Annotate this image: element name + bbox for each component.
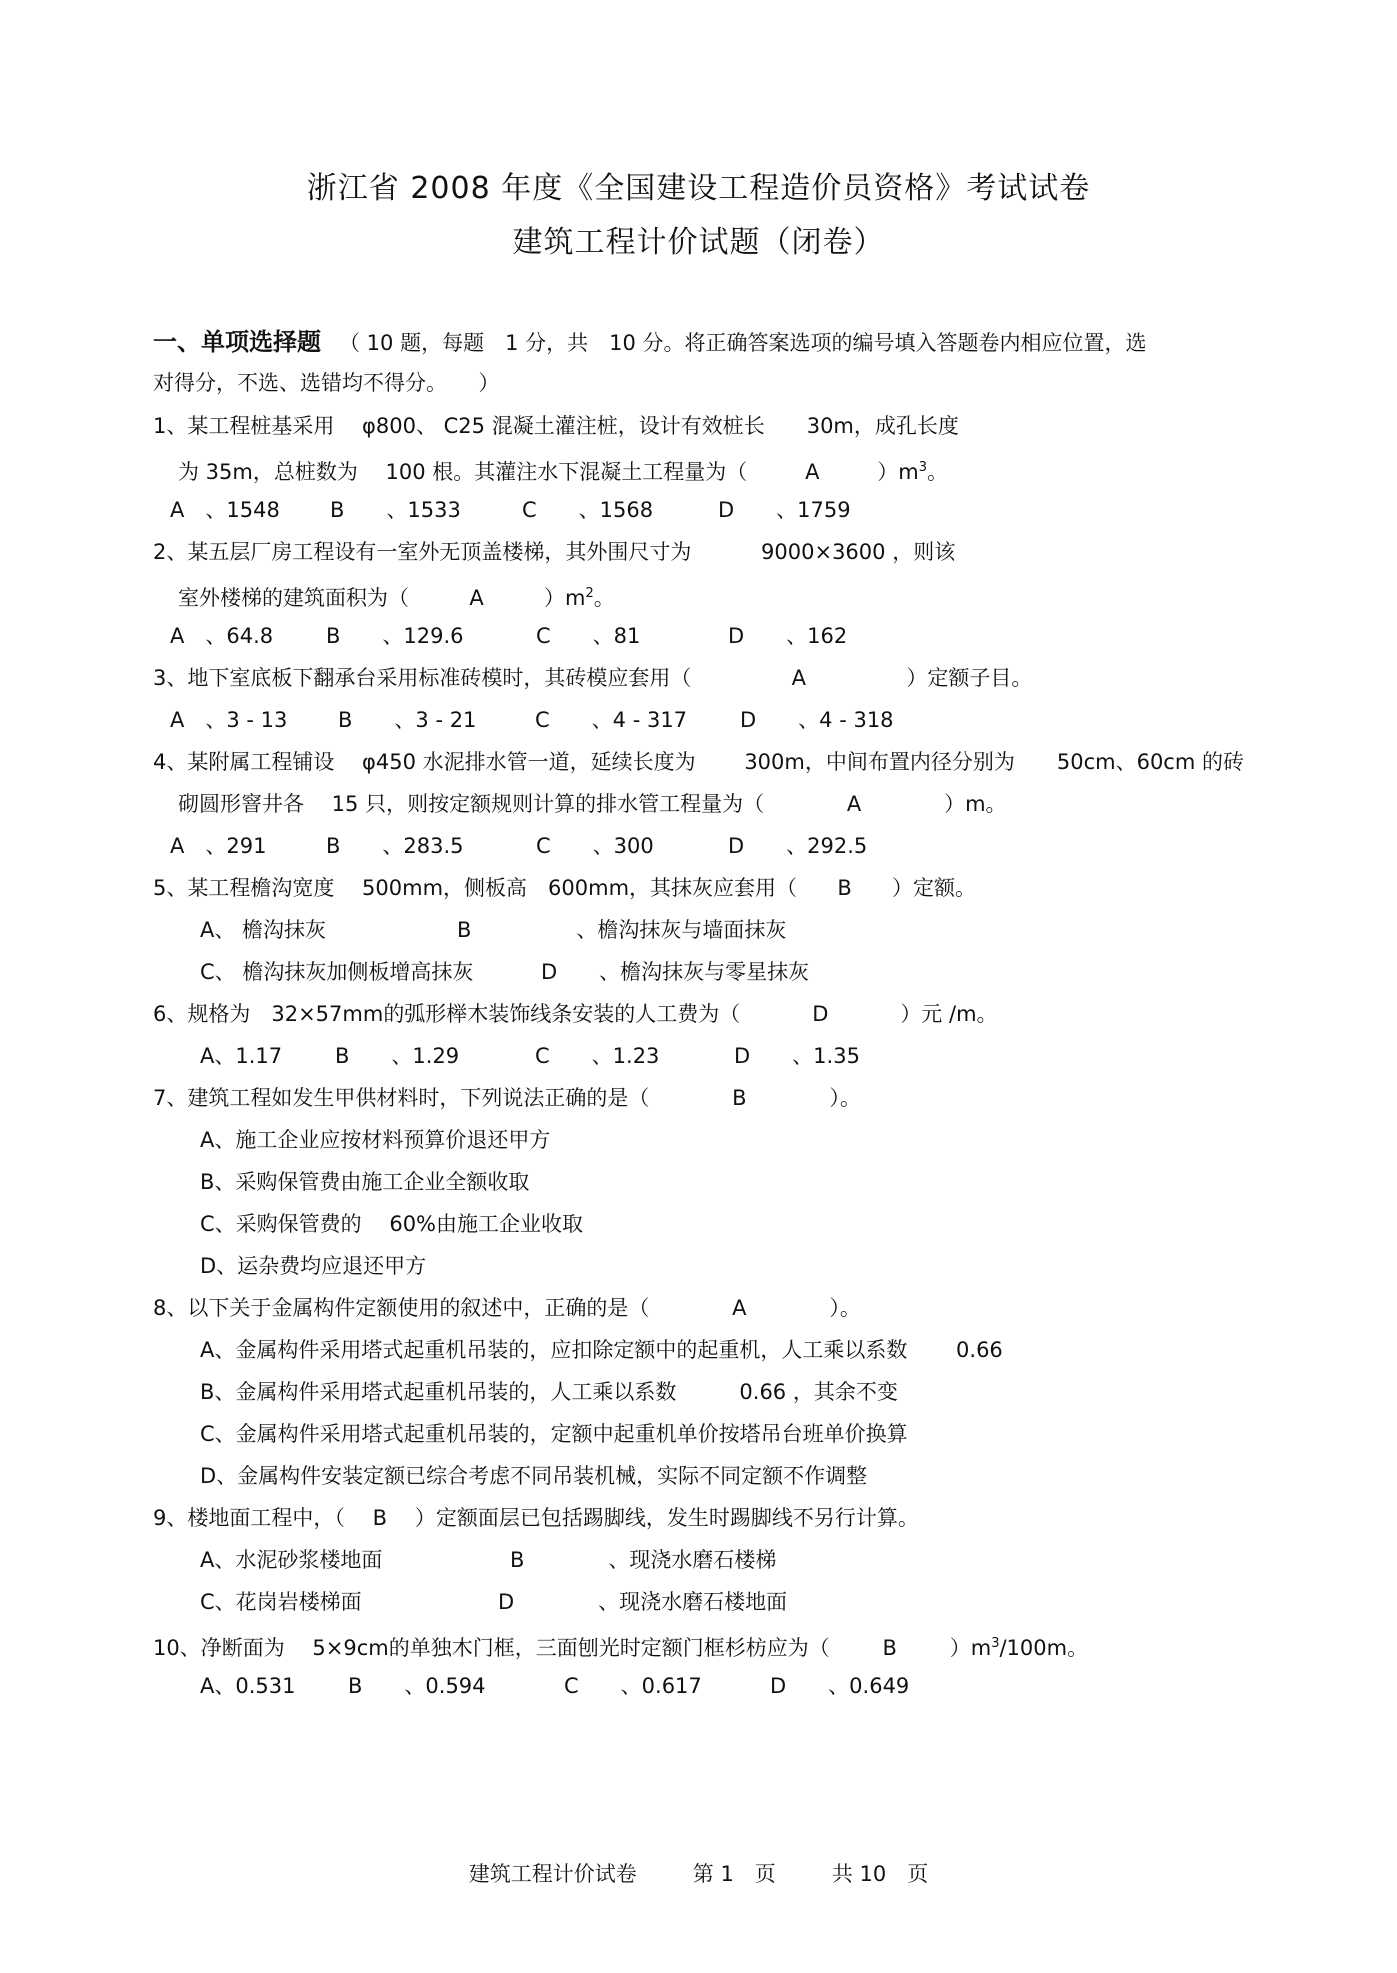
question-5-stem: 5、某工程檐沟宽度 500mm，侧板高 600mm，其抹灰应套用（: [153, 876, 798, 900]
option-a: A、1.17: [200, 1044, 283, 1068]
question-2-line2: [178, 579, 615, 613]
question-6-answer: D: [812, 1002, 829, 1026]
option-c: C、 檐沟抹灰加侧板增高抹灰: [200, 960, 474, 984]
question-1-end: 。: [927, 460, 949, 484]
option-d: D 、1759: [718, 498, 851, 522]
option-a: A 、1548: [170, 498, 280, 522]
option-a: A、 檐沟抹灰: [200, 918, 327, 942]
question-5-end: ）定额。: [892, 876, 977, 900]
question-2-line1: 2、某五层厂房工程设有一室外无顶盖楼梯，其外围尺寸为 9000×3600 ，则该: [153, 540, 956, 564]
option-c: C 、81: [536, 624, 641, 648]
question-7-stem: 7、建筑工程如发生甲供材料时，下列说法正确的是（: [153, 1086, 650, 1110]
question-8-line1: [153, 1293, 861, 1323]
question-9-end: ）定额面层已包括踢脚线，发生时踢脚线不另行计算。: [414, 1506, 919, 1530]
question-8-option-c: C、金属构件采用塔式起重机吊装的，定额中起重机单价按塔吊台班单价换算: [200, 1422, 908, 1446]
section-note-line1: （ 10 题，每题 1 分，共 10 分。将正确答案选项的编号填入答题卷内相应位置，选: [339, 331, 1147, 355]
question-2-unit: ）m: [544, 586, 586, 610]
question-7-option-a: A、施工企业应按材料预算价退还甲方: [200, 1128, 551, 1152]
option-c: C 、4 - 317: [535, 708, 688, 732]
question-7-option-c: C、采购保管费的 60%由施工企业收取: [200, 1212, 584, 1236]
option-b: B 、283.5: [326, 834, 464, 858]
question-10-line1: [153, 1629, 1088, 1663]
question-8-end: ）。: [829, 1296, 861, 1320]
option-b: B 、檐沟抹灰与墙面抹灰: [457, 918, 787, 942]
question-8-option-a: A、金属构件采用塔式起重机吊装的，应扣除定额中的起重机，人工乘以系数 0.66: [200, 1338, 1003, 1362]
question-8-option-d: D、金属构件安装定额已综合考虑不同吊装机械，实际不同定额不作调整: [200, 1464, 868, 1488]
question-7-option-b: B、采购保管费由施工企业全额收取: [200, 1170, 530, 1194]
question-10-end: /100m。: [999, 1636, 1089, 1660]
question-9-stem: 9、楼地面工程中，（: [153, 1506, 345, 1530]
question-4-stem: 砌圆形窨井各 15 只，则按定额规则计算的排水管工程量为（: [178, 792, 765, 816]
option-b: B 、3 - 21: [338, 708, 477, 732]
option-b: B 、129.6: [326, 624, 464, 648]
question-2-end: 。: [593, 586, 615, 610]
question-3-answer: A: [791, 666, 807, 690]
option-d: D 、4 - 318: [740, 708, 894, 732]
question-5-line1: [153, 873, 976, 903]
option-d: D 、162: [728, 624, 848, 648]
question-10-answer: B: [882, 1636, 897, 1660]
option-c: C 、300: [536, 834, 654, 858]
option-a: A、水泥砂浆楼地面: [200, 1548, 383, 1572]
section-note-line2: 对得分，不选、选错均不得分。 ）: [153, 371, 500, 395]
question-1-unit: ）m: [877, 460, 919, 484]
footer-total-pages: 共 10 页: [831, 1862, 929, 1886]
question-1-line2: [178, 453, 948, 487]
option-a: A 、3 - 13: [170, 708, 288, 732]
question-3-stem: 3、地下室底板下翻承台采用标准砖模时，其砖模应套用（: [153, 666, 692, 690]
question-10-unit-exp: 3: [991, 1636, 1000, 1651]
option-b: B 、现浇水磨石楼梯: [510, 1548, 777, 1572]
question-9-answer: B: [372, 1506, 388, 1530]
option-a: A、0.531: [200, 1674, 296, 1698]
footer-page-number: 第 1 页: [692, 1862, 776, 1886]
question-4-answer: A: [846, 792, 862, 816]
option-b: B 、1.29: [335, 1044, 460, 1068]
exam-subtitle: 建筑工程计价试题（闭卷）: [512, 225, 885, 260]
option-d: D 、檐沟抹灰与零星抹灰: [541, 960, 810, 984]
question-8-answer: A: [732, 1296, 747, 1320]
question-7-end: ）。: [829, 1086, 861, 1110]
question-1-unit-exp: 3: [918, 460, 928, 475]
question-3-end: ）定额子目。: [906, 666, 1033, 690]
section-label: 一、单项选择题: [153, 328, 321, 356]
option-d: D 、现浇水磨石楼地面: [498, 1590, 788, 1614]
question-2-unit-exp: 2: [585, 586, 594, 601]
option-c: C 、1568: [522, 498, 654, 522]
question-7-option-d: D、运杂费均应退还甲方: [200, 1254, 427, 1278]
question-8-stem: 8、以下关于金属构件定额使用的叙述中，正确的是（: [153, 1296, 650, 1320]
option-c: C 、1.23: [535, 1044, 660, 1068]
question-2-answer: A: [469, 586, 484, 610]
question-8-option-b: B、金属构件采用塔式起重机吊装的，人工乘以系数 0.66 ，其余不变: [200, 1380, 898, 1404]
question-2-stem: 室外楼梯的建筑面积为（: [178, 586, 409, 610]
option-d: D 、0.649: [770, 1674, 910, 1698]
question-10-stem: 10、净断面为 5×9cm的单独木门框，三面刨光时定额门框杉枋应为（: [153, 1636, 830, 1660]
question-7-answer: B: [732, 1086, 747, 1110]
page-footer: [0, 1858, 1397, 1888]
question-6-stem: 6、规格为 32×57mm的弧形榉木装饰线条安装的人工费为（: [153, 1002, 741, 1026]
section-heading: [153, 322, 1147, 357]
question-9-line1: [153, 1503, 919, 1533]
question-6-end: ）元 /m。: [900, 1002, 998, 1026]
option-d: D 、292.5: [728, 834, 868, 858]
option-a: A 、64.8: [170, 624, 274, 648]
question-5-answer: B: [837, 876, 852, 900]
question-10-unit: ）m: [949, 1636, 992, 1660]
option-d: D 、1.35: [734, 1044, 860, 1068]
exam-title: 浙江省 2008 年度《全国建设工程造价员资格》考试试卷: [306, 171, 1091, 206]
option-b: B 、0.594: [348, 1674, 486, 1698]
option-b: B 、1533: [330, 498, 461, 522]
question-1-stem: 为 35m，总桩数为 100 根。其灌注水下混凝土工程量为（: [178, 460, 748, 484]
option-c: C 、0.617: [564, 1674, 702, 1698]
footer-doc-name: 建筑工程计价试卷: [468, 1862, 637, 1886]
question-6-line1: [153, 999, 998, 1029]
option-c: C、花岗岩楼梯面: [200, 1590, 362, 1614]
question-1-answer: A: [805, 460, 820, 484]
question-1-line1: 1、某工程桩基采用 φ800、 C25 混凝土灌注桩，设计有效桩长 30m，成孔长度: [153, 414, 959, 438]
question-4-line1: 4、某附属工程铺设 φ450 水泥排水管一道，延续长度为 300m，中间布置内径分别为 50cm、60cm 的砖: [153, 750, 1244, 774]
question-4-line2: [178, 789, 1007, 819]
question-4-end: ）m。: [944, 792, 1007, 816]
question-3-line1: [153, 663, 1032, 693]
question-7-line1: [153, 1083, 861, 1113]
option-a: A 、291: [170, 834, 267, 858]
